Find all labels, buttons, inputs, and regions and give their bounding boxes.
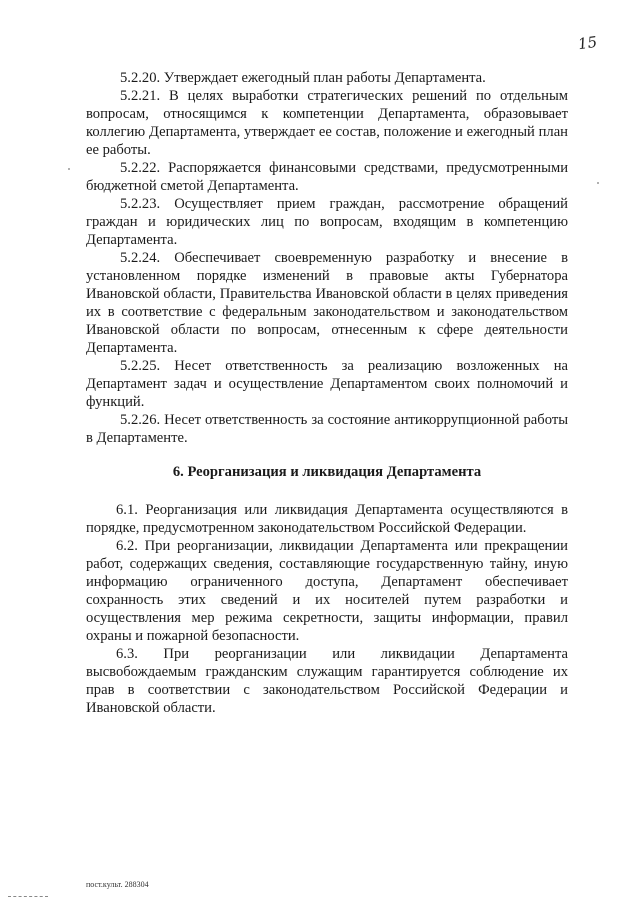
handwritten-page-number: 15 (576, 32, 599, 54)
paragraph-5-2-24: 5.2.24. Обеспечивает своевременную разработку и внесение в установленном порядке изменений в правовые акты Губернатора Ивановской области, Правительства Ивановской области в целях приведения их в соответствие с федеральным законодательством и законодательством Ивановской области по вопросам, отнесенным к сфере деятельности Департамента. (86, 250, 568, 356)
paragraph-5-2-20: 5.2.20. Утверждает ежегодный план работы Департамента. (120, 70, 486, 86)
paragraph-5-2-25: 5.2.25. Несет ответственность за реализацию возложенных на Департамент задач и осуществление Департаментом своих полномочий и функций. (86, 358, 568, 410)
paragraph-5-2-26: 5.2.26. Несет ответственность за состояние антикоррупционной работы в Департаменте. (86, 412, 568, 446)
paragraph-5-2-23: 5.2.23. Осуществляет прием граждан, рассмотрение обращений граждан и юридических лиц по вопросам, входящим в компетенцию Департамента. (86, 196, 568, 248)
footer-scan-dashes (8, 896, 48, 897)
paragraph-6-1: 6.1. Реорганизация или ликвидация Департамента осуществляются в порядке, предусмотренном законодательством Российской Федерации. (86, 502, 568, 536)
document-body (86, 69, 568, 717)
paragraph-6-3: 6.3. При реорганизации или ликвидации Департамента высвобождаемым гражданским служащим гарантируется соблюдение их прав в соответствии с законодательством Российской Федерации и Ивановской области. (86, 646, 568, 716)
paragraph-5-2-22: 5.2.22. Распоряжается финансовыми средствами, предусмотренными бюджетной сметой Департамента. (86, 160, 568, 194)
paragraph-5-2-21: 5.2.21. В целях выработки стратегических решений по отдельным вопросам, относящимся к компетенции Департамента, образовывает коллегию Департамента, утверждает ее состав, положение и ежегодный план ее работы. (86, 88, 568, 158)
scan-speck (597, 182, 599, 184)
section-6-heading: 6. Реорганизация и ликвидация Департамента (172, 464, 482, 480)
footer-document-code: пост.культ. 288304 (86, 880, 149, 889)
scan-speck (68, 168, 70, 170)
paragraph-6-2: 6.2. При реорганизации, ликвидации Департамента или прекращении работ, содержащих сведения, составляющие государственную тайну, иную информацию ограниченного доступа, Департамент обеспечивает сохранность этих сведений и их носителей путем разработки и осуществления мер режима секретности, защиты информации, правил охраны и пожарной безопасности. (86, 538, 568, 644)
